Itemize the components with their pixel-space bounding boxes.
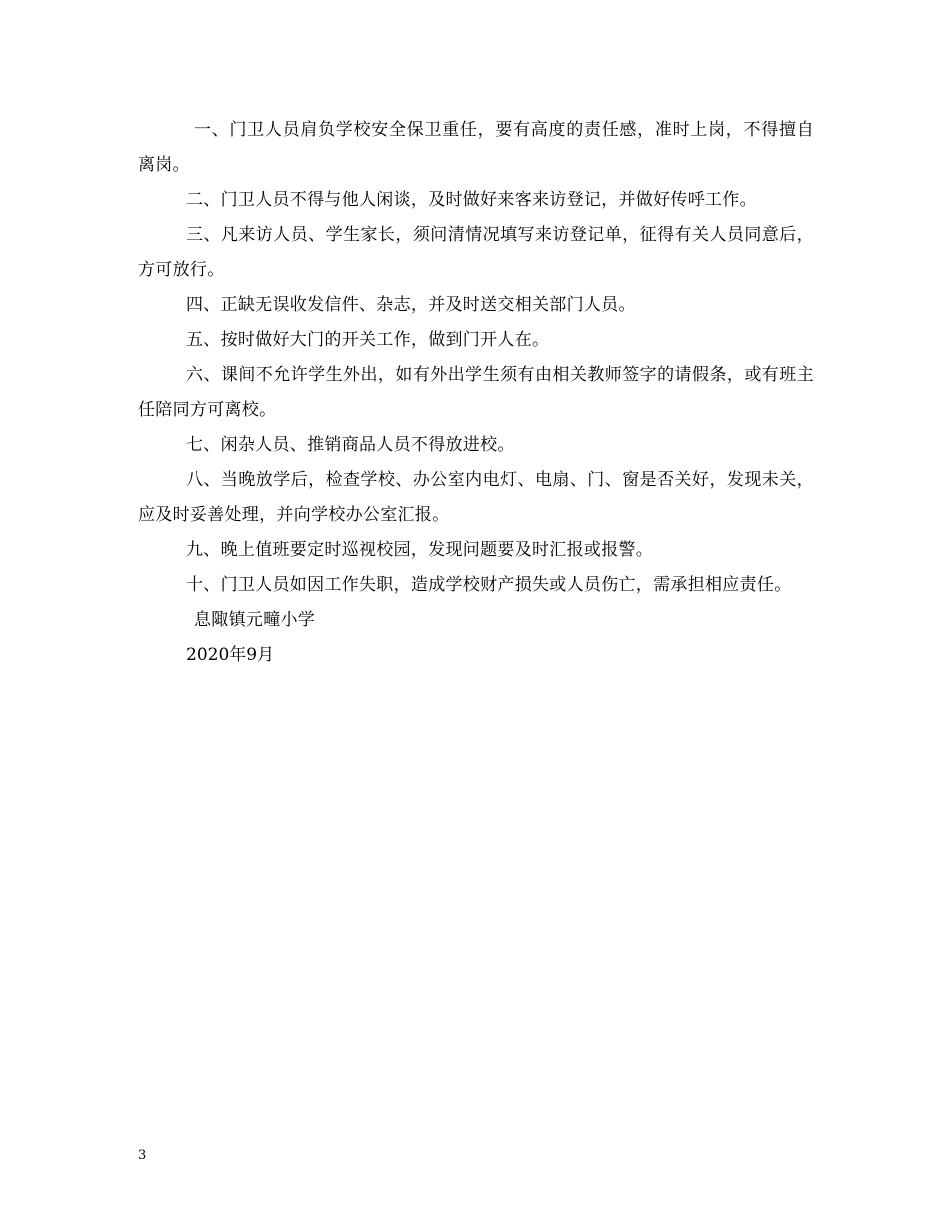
rule-paragraph-6: 六、课间不允许学生外出，如有外出学生须有由相关教师签字的请假条，或有班主任陪同方可离校。 bbox=[138, 365, 814, 420]
rule-paragraph-9: 九、晚上值班要定时巡视校园，发现问题要及时汇报或报警。 bbox=[186, 540, 654, 560]
rule-paragraph-5: 五、按时做好大门的开关工作，做到门开人在。 bbox=[186, 330, 550, 350]
rule-paragraph-1: 一、门卫人员肩负学校安全保卫重任，要有高度的责任感，准时上岗，不得擅自离岗。 bbox=[138, 120, 814, 175]
rule-paragraph-8: 八、当晚放学后，检查学校、办公室内电灯、电扇、门、窗是否关好，发现未关，应及时妥善处理，并向学校办公室汇报。 bbox=[138, 470, 814, 525]
document-body bbox=[138, 113, 814, 673]
document-date: 2020年9月 bbox=[186, 645, 275, 665]
page-number: 3 bbox=[138, 1148, 147, 1163]
rule-paragraph-4: 四、正缺无误收发信件、杂志，并及时送交相关部门人员。 bbox=[186, 295, 636, 315]
rule-paragraph-2: 二、门卫人员不得与他人闲谈，及时做好来客来访登记，并做好传呼工作。 bbox=[186, 190, 757, 210]
rule-paragraph-7: 七、闲杂人员、推销商品人员不得放进校。 bbox=[186, 435, 515, 455]
school-signature: 息陬镇元疃小学 bbox=[194, 610, 316, 630]
rule-paragraph-10: 十、门卫人员如因工作失职，造成学校财产损失或人员伤亡，需承担相应责任。 bbox=[186, 575, 792, 595]
rule-paragraph-3: 三、凡来访人员、学生家长，须问清情况填写来访登记单，征得有关人员同意后，方可放行。 bbox=[138, 225, 814, 280]
